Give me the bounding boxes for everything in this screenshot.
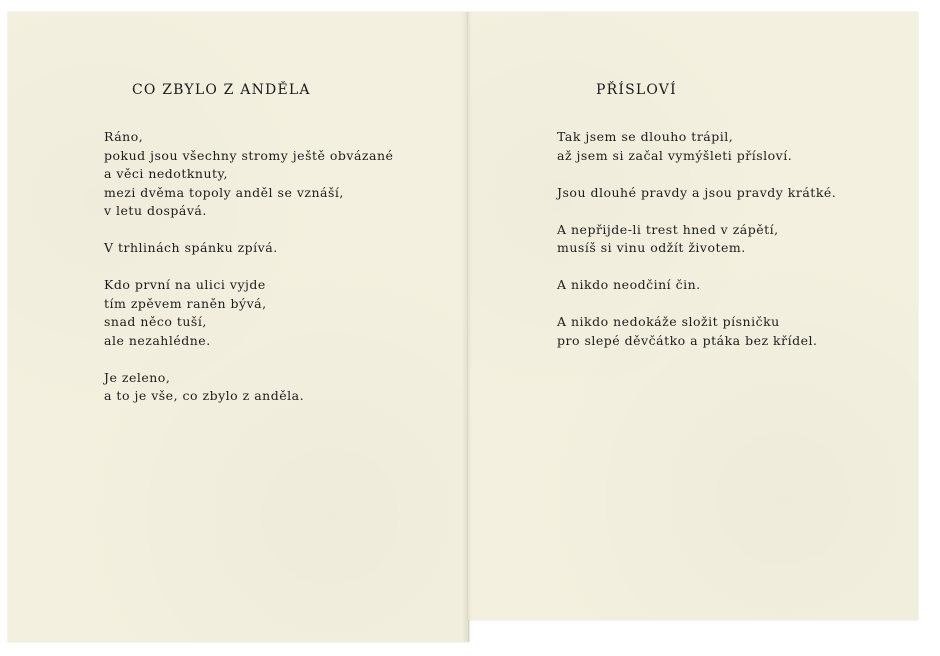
poem-line: tím zpěvem raněn bývá, (104, 295, 267, 311)
poem-line: musíš si vinu odžít životem. (557, 240, 746, 255)
book-gutter (462, 12, 472, 642)
poem-line: v letu dospává. (104, 203, 207, 218)
poem-line: pro slepé děvčátko a ptáka bez křídel. (557, 332, 818, 348)
stanza (104, 128, 393, 221)
stanza (557, 128, 836, 165)
poem-line: až jsem si začal vymýšleti přísloví. (557, 147, 793, 163)
poem-line: ale nezahlédne. (104, 332, 211, 348)
stanza (557, 221, 836, 258)
stanza (557, 184, 836, 203)
poem-line: mezi dvěma topoly anděl se vznáší, (104, 184, 344, 200)
right-poem-title: PŘÍSLOVÍ (596, 82, 677, 98)
poem-line: V trhlinách spánku zpívá. (104, 240, 278, 255)
stanza (104, 369, 393, 406)
left-poem-title: CO ZBYLO Z ANDĚLA (132, 82, 311, 98)
poem-line: A nepřijde-li trest hned v zápětí, (557, 221, 779, 237)
poem-line: Je zeleno, (104, 369, 171, 385)
poem-line: Jsou dlouhé pravdy a jsou pravdy krátké. (557, 184, 837, 200)
poem-line: pokud jsou všechny stromy ještě obvázané (104, 147, 394, 163)
left-poem (104, 128, 393, 424)
poem-line: A nikdo nedokáže složit písničku (557, 314, 780, 329)
stanza (557, 276, 836, 295)
right-poem (557, 128, 836, 369)
stanza (557, 313, 836, 350)
poem-line: snad něco tuší, (104, 314, 207, 329)
stanza (104, 276, 393, 350)
stanza (104, 239, 393, 258)
poem-line: a to je vše, co zbylo z anděla. (104, 388, 305, 403)
poem-line: Kdo první na ulici vyjde (104, 277, 266, 292)
poem-line: Tak jsem se dlouho trápil, (557, 129, 734, 144)
poem-line: a věci nedotknuty, (104, 166, 228, 181)
poem-line: A nikdo neodčiní čin. (557, 277, 701, 292)
poem-line: Ráno, (104, 129, 144, 144)
